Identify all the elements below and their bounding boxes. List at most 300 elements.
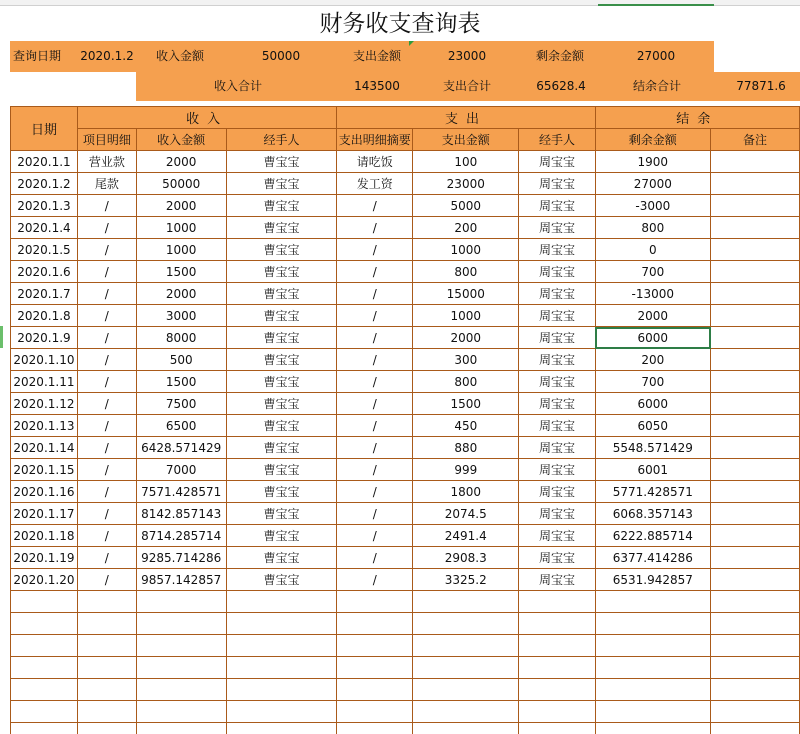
empty-cell[interactable]: [136, 701, 226, 723]
empty-row: [11, 657, 800, 679]
empty-cell[interactable]: [595, 591, 710, 613]
table-cell[interactable]: /: [337, 305, 413, 327]
table-cell[interactable]: 周宝宝: [519, 261, 595, 283]
query-date-label: 查询日期: [13, 49, 62, 63]
empty-cell[interactable]: [595, 635, 710, 657]
empty-cell[interactable]: [11, 613, 78, 635]
empty-cell[interactable]: [226, 723, 337, 734]
table-cell[interactable]: [711, 349, 800, 371]
table-cell[interactable]: 2020.1.1: [11, 151, 78, 173]
table-cell[interactable]: /: [77, 547, 136, 569]
table-row: [11, 371, 800, 393]
table-cell[interactable]: 2020.1.13: [11, 415, 78, 437]
table-cell[interactable]: 周宝宝: [519, 547, 595, 569]
empty-cell[interactable]: [519, 635, 595, 657]
table-cell[interactable]: /: [77, 305, 136, 327]
table-cell[interactable]: 曹宝宝: [226, 415, 337, 437]
empty-cell[interactable]: [413, 635, 519, 657]
empty-row: [11, 723, 800, 734]
cell-comment-marker: [409, 41, 414, 46]
table-cell[interactable]: /: [77, 327, 136, 349]
table-cell[interactable]: 曹宝宝: [226, 393, 337, 415]
table-cell[interactable]: /: [77, 239, 136, 261]
table-cell[interactable]: [711, 525, 800, 547]
empty-cell[interactable]: [595, 657, 710, 679]
table-cell[interactable]: 800: [413, 261, 519, 283]
empty-cell[interactable]: [413, 701, 519, 723]
empty-cell[interactable]: [711, 657, 800, 679]
table-cell[interactable]: /: [337, 283, 413, 305]
table-row: [11, 393, 800, 415]
table-cell[interactable]: [711, 393, 800, 415]
table-cell[interactable]: 50000: [136, 173, 226, 195]
empty-cell[interactable]: [711, 723, 800, 734]
table-cell[interactable]: [711, 503, 800, 525]
column-header-strip: [0, 0, 800, 6]
table-cell[interactable]: /: [77, 393, 136, 415]
table-cell[interactable]: 2020.1.19: [11, 547, 78, 569]
table-cell[interactable]: 2908.3: [413, 547, 519, 569]
table-cell[interactable]: 曹宝宝: [226, 261, 337, 283]
table-cell[interactable]: 2491.4: [413, 525, 519, 547]
table-cell[interactable]: [711, 371, 800, 393]
table-cell[interactable]: 周宝宝: [519, 503, 595, 525]
table-cell[interactable]: 8714.285714: [136, 525, 226, 547]
table-cell[interactable]: [711, 415, 800, 437]
income-total-value: 143500: [354, 79, 400, 93]
table-cell[interactable]: 800: [413, 371, 519, 393]
query-date-value[interactable]: 2020.1.2: [80, 49, 134, 63]
table-cell[interactable]: /: [337, 239, 413, 261]
table-row: [11, 151, 800, 173]
table-cell[interactable]: /: [337, 459, 413, 481]
table-cell[interactable]: 500: [136, 349, 226, 371]
empty-cell[interactable]: [413, 591, 519, 613]
table-cell[interactable]: 15000: [413, 283, 519, 305]
table-cell[interactable]: /: [77, 415, 136, 437]
table-cell[interactable]: -3000: [595, 195, 710, 217]
table-cell[interactable]: 1900: [595, 151, 710, 173]
empty-cell[interactable]: [519, 657, 595, 679]
table-cell[interactable]: [711, 283, 800, 305]
table-cell[interactable]: 曹宝宝: [226, 305, 337, 327]
empty-cell[interactable]: [226, 635, 337, 657]
empty-cell[interactable]: [77, 701, 136, 723]
table-cell[interactable]: 2020.1.20: [11, 569, 78, 591]
table-cell[interactable]: 700: [595, 261, 710, 283]
table-cell[interactable]: 周宝宝: [519, 283, 595, 305]
empty-cell[interactable]: [337, 613, 413, 635]
empty-cell[interactable]: [226, 679, 337, 701]
table-cell[interactable]: 曹宝宝: [226, 217, 337, 239]
table-cell[interactable]: 27000: [595, 173, 710, 195]
empty-cell[interactable]: [519, 613, 595, 635]
table-cell[interactable]: /: [337, 525, 413, 547]
table-cell[interactable]: 6000: [595, 393, 710, 415]
sheet-title: 财务收支查询表: [319, 11, 481, 37]
table-cell[interactable]: 2020.1.3: [11, 195, 78, 217]
table-cell[interactable]: 周宝宝: [519, 305, 595, 327]
table-cell[interactable]: 8142.857143: [136, 503, 226, 525]
balance-total-value: 77871.6: [736, 79, 786, 93]
empty-cell[interactable]: [136, 657, 226, 679]
table-cell[interactable]: 6068.357143: [595, 503, 710, 525]
empty-cell[interactable]: [711, 613, 800, 635]
empty-cell[interactable]: [337, 679, 413, 701]
empty-cell[interactable]: [226, 657, 337, 679]
empty-cell[interactable]: [11, 591, 78, 613]
empty-cell[interactable]: [337, 657, 413, 679]
column-header: 剩余金额: [595, 129, 710, 151]
empty-cell[interactable]: [519, 701, 595, 723]
table-cell[interactable]: /: [77, 437, 136, 459]
table-cell[interactable]: [711, 173, 800, 195]
empty-cell[interactable]: [11, 723, 78, 734]
table-cell[interactable]: 200: [595, 349, 710, 371]
empty-cell[interactable]: [595, 701, 710, 723]
table-cell[interactable]: /: [77, 349, 136, 371]
table-cell[interactable]: 1500: [413, 393, 519, 415]
table-cell[interactable]: [711, 195, 800, 217]
table-cell[interactable]: /: [77, 261, 136, 283]
balance-total-label: 结余合计: [632, 79, 681, 93]
table-cell[interactable]: 2020.1.9: [11, 327, 78, 349]
table-cell[interactable]: [711, 459, 800, 481]
selected-column-indicator: [598, 0, 714, 6]
table-cell[interactable]: 6000: [595, 327, 710, 349]
table-cell[interactable]: 6001: [595, 459, 710, 481]
table-cell[interactable]: 周宝宝: [519, 459, 595, 481]
expense-amount-label: 支出金额: [352, 49, 401, 63]
table-cell[interactable]: 9857.142857: [136, 569, 226, 591]
table-cell[interactable]: [711, 327, 800, 349]
table-row: [11, 217, 800, 239]
table-cell[interactable]: [711, 481, 800, 503]
table-cell[interactable]: 2020.1.7: [11, 283, 78, 305]
table-cell[interactable]: 7571.428571: [136, 481, 226, 503]
empty-cell[interactable]: [711, 679, 800, 701]
expense-amount-value: 23000: [447, 49, 487, 63]
table-row: [11, 481, 800, 503]
empty-cell[interactable]: [11, 635, 78, 657]
table-cell[interactable]: /: [337, 393, 413, 415]
table-cell[interactable]: 2000: [136, 151, 226, 173]
empty-cell[interactable]: [711, 635, 800, 657]
empty-cell[interactable]: [136, 591, 226, 613]
table-cell[interactable]: 6222.885714: [595, 525, 710, 547]
empty-cell[interactable]: [11, 657, 78, 679]
empty-cell[interactable]: [519, 679, 595, 701]
table-cell[interactable]: 周宝宝: [519, 349, 595, 371]
empty-row: [11, 635, 800, 657]
table-cell[interactable]: 5771.428571: [595, 481, 710, 503]
table-cell[interactable]: 1000: [136, 239, 226, 261]
table-cell[interactable]: [711, 217, 800, 239]
table-cell[interactable]: 曹宝宝: [226, 569, 337, 591]
income-group-header: 收入: [77, 107, 336, 129]
table-cell[interactable]: 2020.1.15: [11, 459, 78, 481]
table-cell[interactable]: 周宝宝: [519, 371, 595, 393]
table-cell[interactable]: 7500: [136, 393, 226, 415]
empty-cell[interactable]: [595, 613, 710, 635]
table-cell[interactable]: 1000: [413, 239, 519, 261]
empty-cell[interactable]: [77, 635, 136, 657]
table-cell[interactable]: 7000: [136, 459, 226, 481]
empty-row: [11, 701, 800, 723]
table-cell[interactable]: /: [77, 525, 136, 547]
table-cell[interactable]: 100: [413, 151, 519, 173]
table-cell[interactable]: 2020.1.8: [11, 305, 78, 327]
table-cell[interactable]: 2074.5: [413, 503, 519, 525]
expense-total-value: 65628.4: [536, 79, 586, 93]
table-cell[interactable]: /: [337, 261, 413, 283]
table-row: [11, 261, 800, 283]
table-cell[interactable]: 2020.1.16: [11, 481, 78, 503]
table-cell[interactable]: 曹宝宝: [226, 239, 337, 261]
table-cell[interactable]: 1500: [136, 371, 226, 393]
table-cell[interactable]: /: [337, 437, 413, 459]
table-row: [11, 437, 800, 459]
table-cell[interactable]: 曹宝宝: [226, 481, 337, 503]
table-row: [11, 525, 800, 547]
table-cell[interactable]: 0: [595, 239, 710, 261]
ledger-table: [10, 106, 800, 734]
table-cell[interactable]: 曹宝宝: [226, 503, 337, 525]
table-cell[interactable]: 2000: [413, 327, 519, 349]
table-cell[interactable]: 1000: [413, 305, 519, 327]
table-cell[interactable]: 曹宝宝: [226, 459, 337, 481]
table-cell[interactable]: [711, 261, 800, 283]
table-row: [11, 305, 800, 327]
table-cell[interactable]: 8000: [136, 327, 226, 349]
empty-cell[interactable]: [413, 679, 519, 701]
empty-cell[interactable]: [226, 613, 337, 635]
table-cell[interactable]: 周宝宝: [519, 569, 595, 591]
table-cell[interactable]: 周宝宝: [519, 195, 595, 217]
table-cell[interactable]: [711, 437, 800, 459]
table-cell[interactable]: 2020.1.11: [11, 371, 78, 393]
table-cell[interactable]: 2020.1.12: [11, 393, 78, 415]
empty-cell[interactable]: [136, 635, 226, 657]
column-header: 项目明细: [77, 129, 136, 151]
table-row: [11, 239, 800, 261]
empty-cell[interactable]: [226, 701, 337, 723]
table-cell[interactable]: 880: [413, 437, 519, 459]
empty-cell[interactable]: [226, 591, 337, 613]
table-cell[interactable]: 5548.571429: [595, 437, 710, 459]
table-cell[interactable]: 2020.1.17: [11, 503, 78, 525]
table-cell[interactable]: [711, 569, 800, 591]
table-cell[interactable]: 6050: [595, 415, 710, 437]
table-cell[interactable]: /: [337, 503, 413, 525]
empty-cell[interactable]: [413, 657, 519, 679]
header-row-columns: [11, 129, 800, 151]
table-cell[interactable]: 23000: [413, 173, 519, 195]
table-cell[interactable]: /: [77, 459, 136, 481]
table-cell[interactable]: /: [337, 217, 413, 239]
table-cell[interactable]: 周宝宝: [519, 217, 595, 239]
empty-cell[interactable]: [595, 723, 710, 734]
table-cell[interactable]: 曹宝宝: [226, 151, 337, 173]
table-cell[interactable]: /: [337, 327, 413, 349]
table-cell[interactable]: 曹宝宝: [226, 349, 337, 371]
table-cell[interactable]: 6377.414286: [595, 547, 710, 569]
table-cell[interactable]: 周宝宝: [519, 327, 595, 349]
table-cell[interactable]: 曹宝宝: [226, 547, 337, 569]
table-cell[interactable]: [711, 305, 800, 327]
table-cell[interactable]: 6500: [136, 415, 226, 437]
empty-cell[interactable]: [519, 591, 595, 613]
table-cell[interactable]: /: [337, 195, 413, 217]
table-cell[interactable]: [711, 239, 800, 261]
empty-cell[interactable]: [711, 591, 800, 613]
row-selection-marker: [0, 326, 3, 348]
table-cell[interactable]: [711, 151, 800, 173]
empty-cell[interactable]: [413, 613, 519, 635]
balance-amount-value: 27000: [636, 49, 676, 63]
table-cell[interactable]: /: [77, 283, 136, 305]
empty-cell[interactable]: [77, 613, 136, 635]
table-cell[interactable]: 2020.1.10: [11, 349, 78, 371]
empty-cell[interactable]: [413, 723, 519, 734]
table-cell[interactable]: 3000: [136, 305, 226, 327]
empty-cell[interactable]: [136, 723, 226, 734]
table-cell[interactable]: /: [337, 481, 413, 503]
column-header: 经手人: [519, 129, 595, 151]
table-cell[interactable]: 450: [413, 415, 519, 437]
empty-cell[interactable]: [11, 679, 78, 701]
summary-band-totals: [136, 72, 800, 101]
empty-cell[interactable]: [337, 723, 413, 734]
table-cell[interactable]: /: [77, 371, 136, 393]
table-cell[interactable]: 曹宝宝: [226, 195, 337, 217]
table-cell[interactable]: 300: [413, 349, 519, 371]
empty-row: [11, 591, 800, 613]
table-cell[interactable]: 请吃饭: [337, 151, 413, 173]
table-cell[interactable]: 营业款: [77, 151, 136, 173]
table-cell[interactable]: 2020.1.4: [11, 217, 78, 239]
table-row: [11, 503, 800, 525]
table-cell[interactable]: 周宝宝: [519, 525, 595, 547]
empty-cell[interactable]: [77, 723, 136, 734]
empty-cell[interactable]: [77, 657, 136, 679]
table-cell[interactable]: 曹宝宝: [226, 437, 337, 459]
table-cell[interactable]: 2000: [595, 305, 710, 327]
table-cell[interactable]: 200: [413, 217, 519, 239]
table-cell[interactable]: 周宝宝: [519, 481, 595, 503]
table-cell[interactable]: 周宝宝: [519, 437, 595, 459]
table-cell[interactable]: 3325.2: [413, 569, 519, 591]
income-amount-label: 收入金额: [155, 49, 204, 63]
table-cell[interactable]: /: [337, 547, 413, 569]
table-row: [11, 195, 800, 217]
table-cell[interactable]: 周宝宝: [519, 393, 595, 415]
table-cell[interactable]: 9285.714286: [136, 547, 226, 569]
table-cell[interactable]: 1500: [136, 261, 226, 283]
date-header: 日期: [11, 107, 78, 151]
table-cell[interactable]: 2020.1.5: [11, 239, 78, 261]
table-cell[interactable]: /: [77, 481, 136, 503]
empty-cell[interactable]: [77, 591, 136, 613]
table-cell[interactable]: /: [77, 217, 136, 239]
empty-cell[interactable]: [595, 679, 710, 701]
table-cell[interactable]: 1800: [413, 481, 519, 503]
balance-group-header: 结余: [595, 107, 799, 129]
table-cell[interactable]: 周宝宝: [519, 415, 595, 437]
table-cell[interactable]: 曹宝宝: [226, 283, 337, 305]
table-cell[interactable]: 2020.1.6: [11, 261, 78, 283]
table-row: [11, 459, 800, 481]
table-cell[interactable]: 6428.571429: [136, 437, 226, 459]
table-cell[interactable]: 1000: [136, 217, 226, 239]
expense-total-label: 支出合计: [442, 79, 491, 93]
empty-cell[interactable]: [136, 613, 226, 635]
table-cell[interactable]: 曹宝宝: [226, 525, 337, 547]
table-cell[interactable]: 2000: [136, 283, 226, 305]
table-cell[interactable]: 曹宝宝: [226, 371, 337, 393]
empty-cell[interactable]: [11, 701, 78, 723]
empty-cell[interactable]: [519, 723, 595, 734]
table-cell[interactable]: /: [337, 371, 413, 393]
table-cell[interactable]: 999: [413, 459, 519, 481]
table-cell[interactable]: 6531.942857: [595, 569, 710, 591]
table-cell[interactable]: -13000: [595, 283, 710, 305]
table-cell[interactable]: 800: [595, 217, 710, 239]
table-cell[interactable]: 700: [595, 371, 710, 393]
column-header: 备注: [711, 129, 800, 151]
table-cell[interactable]: 周宝宝: [519, 239, 595, 261]
column-header: 支出明细摘要: [337, 129, 413, 151]
empty-cell[interactable]: [337, 635, 413, 657]
empty-cell[interactable]: [136, 679, 226, 701]
column-header: 支出金额: [413, 129, 519, 151]
table-cell[interactable]: /: [337, 349, 413, 371]
income-total-label: 收入合计: [213, 79, 262, 93]
table-row: [11, 415, 800, 437]
table-cell[interactable]: /: [77, 569, 136, 591]
table-cell[interactable]: 周宝宝: [519, 151, 595, 173]
table-cell[interactable]: /: [77, 503, 136, 525]
table-cell[interactable]: 2020.1.2: [11, 173, 78, 195]
balance-amount-label: 剩余金额: [535, 49, 584, 63]
empty-row: [11, 613, 800, 635]
empty-cell[interactable]: [77, 679, 136, 701]
table-cell[interactable]: 5000: [413, 195, 519, 217]
table-cell[interactable]: /: [337, 569, 413, 591]
table-row: [11, 547, 800, 569]
table-cell[interactable]: 发工资: [337, 173, 413, 195]
header-row-groups: [11, 107, 800, 129]
column-header: 经手人: [226, 129, 337, 151]
table-cell[interactable]: /: [77, 195, 136, 217]
table-cell[interactable]: 曹宝宝: [226, 173, 337, 195]
table-row: [11, 283, 800, 305]
table-row: [11, 569, 800, 591]
table-cell[interactable]: 2020.1.18: [11, 525, 78, 547]
empty-cell[interactable]: [711, 701, 800, 723]
table-cell[interactable]: 曹宝宝: [226, 327, 337, 349]
table-row: [11, 327, 800, 349]
table-cell[interactable]: 周宝宝: [519, 173, 595, 195]
table-cell[interactable]: [711, 547, 800, 569]
table-cell[interactable]: /: [337, 415, 413, 437]
empty-cell[interactable]: [337, 591, 413, 613]
table-cell[interactable]: 尾款: [77, 173, 136, 195]
empty-cell[interactable]: [337, 701, 413, 723]
table-cell[interactable]: 2000: [136, 195, 226, 217]
income-amount-value: 50000: [261, 49, 301, 63]
table-cell[interactable]: 2020.1.14: [11, 437, 78, 459]
